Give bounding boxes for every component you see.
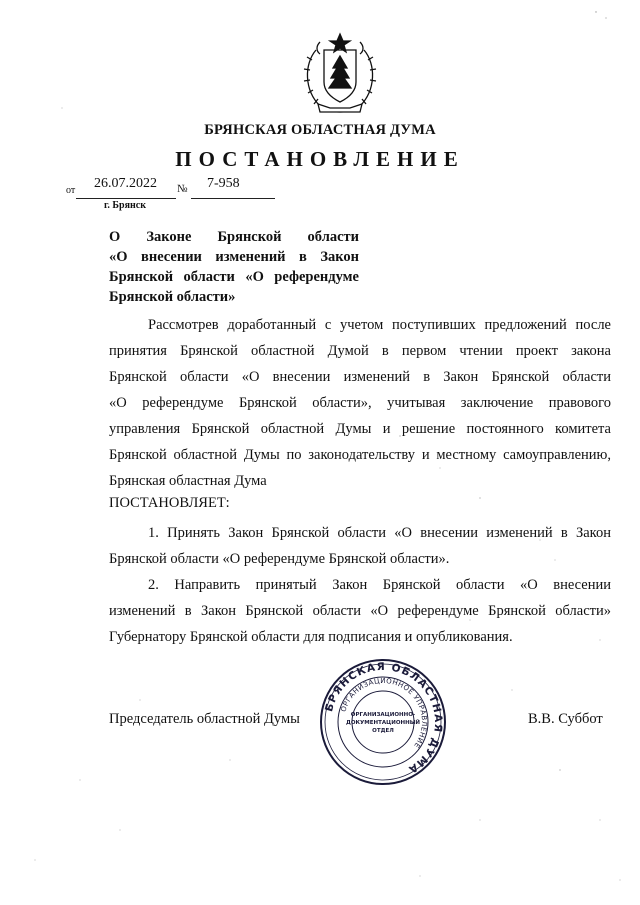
subject-line: О Законе Брянской области (109, 229, 359, 245)
text-line: Брянской области «О референдуме Брянской области». (109, 551, 450, 567)
stamp-outer-text: БРЯНСКАЯ ОБЛАСТНАЯ ДУМА (323, 660, 445, 776)
organization-name: БРЯНСКАЯ ОБЛАСТНАЯ ДУМА (204, 122, 436, 138)
text-line: Брянской областной Думы по законодательству и местному самоуправлению, (109, 447, 611, 463)
official-stamp (318, 657, 448, 787)
stamp-center-line: ОРГАНИЗАЦИОННО- (350, 712, 416, 718)
text-line: 1. Принять Закон Брянской области «О внесении изменений в Закон (148, 525, 611, 541)
date-underline (76, 198, 176, 199)
signatory-name: В.В. Суббот (528, 711, 603, 727)
text-line: Губернатору Брянской области для подписания и опубликования. (109, 629, 513, 645)
number-label: № (177, 183, 188, 195)
city: г. Брянск (104, 200, 146, 211)
text-line: Брянская областная Дума (109, 473, 267, 489)
coat-of-arms-emblem (300, 30, 380, 118)
date-label: от (66, 185, 76, 196)
resolution-item-1 (109, 520, 611, 572)
chair-title: Председатель областной Думы (109, 711, 300, 727)
resolution-item-2 (109, 572, 611, 650)
document-subject (109, 227, 359, 307)
stamp-center-line: ДОКУМЕНТАЦИОННЫЙ (345, 720, 421, 726)
text-line: Брянской области «О внесении изменений в Закон Брянской области (109, 369, 611, 385)
text-line: «О референдуме Брянской области», учитывая заключение правового (109, 395, 611, 411)
document-type: ПОСТАНОВЛЕНИЕ (175, 147, 465, 171)
text-line: 2. Направить принятый Закон Брянской области «О внесении (148, 577, 611, 593)
subject-line: Брянской области «О референдуме (109, 269, 359, 285)
subject-line: Брянской области» (109, 289, 236, 305)
subject-line: «О внесении изменений в Закон (109, 249, 359, 265)
text-line: Рассмотрев доработанный с учетом поступивших предложений после (148, 317, 611, 333)
preamble-paragraph (109, 312, 611, 494)
text-line: принятия Брянской областной Думой в первом чтении проект закона (109, 343, 611, 359)
document-date: 26.07.2022 (94, 176, 157, 191)
stamp-inner-text: ОРГАНИЗАЦИОННОЕ УПРАВЛЕНИЕ (339, 676, 429, 750)
document-number: 7-958 (207, 176, 240, 191)
number-underline (191, 198, 275, 199)
text-line: управления Брянской областной Думы и решение постоянного комитета (109, 421, 611, 437)
stamp-center-line: ОТДЕЛ (372, 728, 394, 734)
text-line: изменений в Закон Брянской области «О референдуме Брянской области» (109, 603, 611, 619)
resolves-heading: ПОСТАНОВЛЯЕТ: (109, 495, 230, 511)
